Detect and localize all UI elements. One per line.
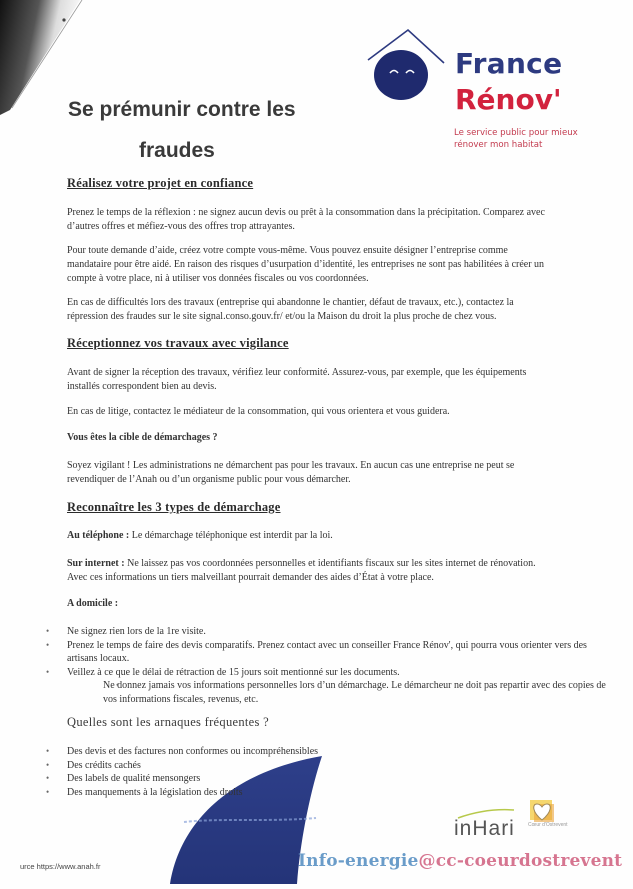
section-heading-confiance: Réalisez votre projet en confiance — [67, 176, 254, 190]
logo-tagline-line2: rénover mon habitat — [454, 140, 543, 150]
source-note: urce https://www.anah.fr — [20, 862, 101, 871]
list-item: • Des labels de qualité mensongers — [33, 772, 593, 786]
paragraph-telephone — [67, 529, 627, 543]
text-line: Pour toute demande d’aide, créez votre compte vous-même. Vous pouvez ensuite désigner l’entreprise comme — [67, 245, 508, 256]
list-item: • Des devis et des factures non conformes ou incompréhensibles — [33, 745, 593, 759]
text-line: En cas de difficultés lors des travaux (entreprise qui abandonne le chantier, défaut de travaux, etc.), contactez la — [67, 297, 514, 308]
text-line: Soyez vigilant ! Les administrations ne démarchent pas pour les travaux. En aucun cas une entreprise ne peut se — [67, 460, 515, 471]
subheading-demarchages: Vous êtes la cible de démarchages ? — [67, 432, 218, 443]
list-item: • Ne signez rien lors de la 1re visite. — [33, 625, 613, 639]
paragraph-soyez-vigilant — [67, 459, 627, 487]
sub-list-text: Ne donnez jamais vos informations personnelles lors d’un démarchage. Le démarcheur ne doit pas repartir avec des copies de vos informations fiscales, revenus, etc. — [103, 680, 606, 705]
list-item: • Veillez à ce que le délai de rétraction de 15 jours soit mentionné sur les documents. — [33, 666, 613, 680]
arnaques-bullet-list — [33, 745, 593, 799]
text-line: Avant de signer la réception des travaux, vérifiez leur conformité. Assurez-vous, par exemple, que les équipements — [67, 367, 527, 378]
label-domicile: A domicile : — [67, 598, 119, 609]
text-line: Avec ces informations un tiers malveillant pourrait demander des aides d’État à votre place. — [67, 572, 434, 583]
text-line: compte à votre place, ni à utiliser vos données fiscales ou vos coordonnées. — [67, 273, 369, 284]
section-heading-vigilance: Réceptionnez vos travaux avec vigilance — [67, 336, 289, 350]
partner-logo-coeur-ostrevent: Cœur d'Ostrevent — [528, 822, 568, 828]
section-heading-demarchage: Reconnaître les 3 types de démarchage — [67, 500, 281, 514]
page-title-line1: Se prémunir contre les — [68, 98, 296, 121]
list-item: • Des manquements à la législation des droits — [33, 786, 593, 800]
label-internet: Sur internet : — [67, 558, 125, 569]
sub-list-item — [103, 679, 613, 706]
label-telephone: Au téléphone : — [67, 530, 130, 541]
partner-logo-inhari: inHari — [454, 817, 515, 840]
logo-brand-renov: Rénov' — [455, 83, 562, 116]
paragraph-reception — [67, 366, 627, 394]
text-line: installés correspondent bien au devis. — [67, 381, 217, 392]
logo-tagline — [454, 127, 578, 151]
text-telephone: Le démarchage téléphonique est interdit par la loi. — [129, 530, 333, 541]
domicile-bullet-list — [33, 625, 613, 706]
text-line: mandataire pour être aidé. En raison des risques d’usurpation d’identité, les entreprises ne sont pas habilitées à créer un — [67, 259, 545, 270]
text-line: Prenez le temps de la réflexion : ne signez aucun devis ou prêt à la consommation dans la précipitation. Comparez avec — [67, 207, 545, 218]
paragraph-internet — [67, 557, 627, 585]
section-heading-arnaques: Quelles sont les arnaques fréquentes ? — [67, 715, 269, 729]
text-line: répression des fraudes sur le site signal.conso.gouv.fr/ et/ou la Maison du droit la plus proche de chez vous. — [67, 311, 497, 322]
contact-email[interactable] — [298, 851, 622, 871]
logo-tagline-line1: Le service public pour mieux — [454, 128, 578, 138]
email-user: Info-energie — [298, 851, 419, 871]
page-title-line2: fraudes — [139, 139, 215, 162]
paragraph-compte — [67, 244, 627, 286]
text-line: revendiquer de l’Anah ou d’un organisme public pour vous démarcher. — [67, 474, 351, 485]
text-line: d’autres offres et méfiez-vous des offres trop attrayantes. — [67, 221, 295, 232]
logo-brand-france: France — [455, 47, 563, 80]
text-internet: Ne laissez pas vos coordonnées personnelles et identifiants fiscaux sur les sites internet de rénovation. — [124, 558, 536, 569]
list-item: • Des crédits cachés — [33, 759, 593, 773]
email-domain: @cc-coeurdostrevent — [418, 851, 623, 871]
list-item: • Prenez le temps de faire des devis comparatifs. Prenez contact avec un conseiller France Rénov', qui pourra vous orienter vers des artisans locaux. — [33, 639, 613, 666]
paragraph-litige: En cas de litige, contactez le médiateur de la consommation, qui vous orientera et vous guidera. — [67, 406, 450, 417]
paragraph-reflexion — [67, 206, 627, 234]
paragraph-difficultes — [67, 296, 627, 324]
france-renov-house-icon — [366, 28, 456, 113]
